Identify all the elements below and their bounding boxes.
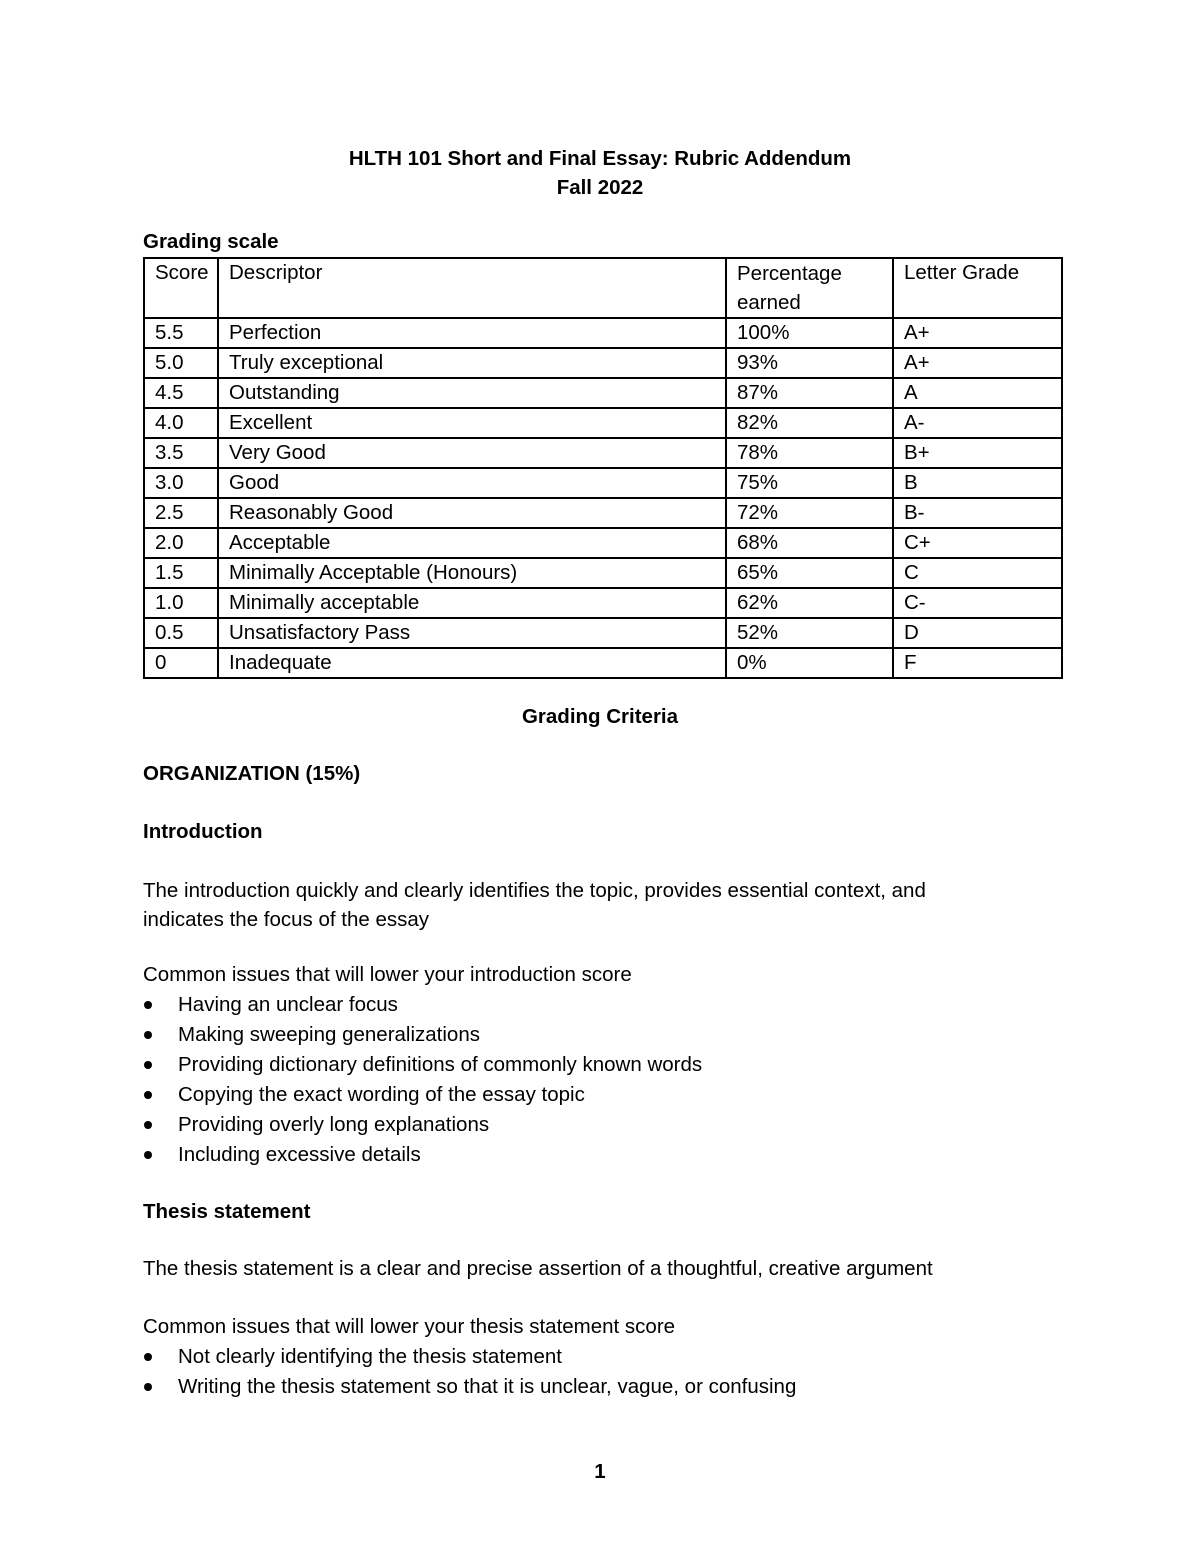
list-item-text: Making sweeping generalizations [178,1023,480,1046]
score-cell: 1.0 [144,588,218,618]
table-row [144,618,1062,648]
table-row [144,558,1062,588]
letter-grade-cell: B [893,468,1062,498]
letter-grade-cell: B- [893,498,1062,528]
document-header [0,144,1200,202]
page-number: 1 [594,1460,606,1483]
score-cell: 5.0 [144,348,218,378]
list-item-text: Including excessive details [178,1143,421,1166]
percentage-cell: 87% [726,378,893,408]
column-header-letter-grade: Letter Grade [893,258,1062,318]
column-header-descriptor: Descriptor [218,258,726,318]
thesis-issues-list [143,1342,796,1402]
score-cell: 4.5 [144,378,218,408]
percentage-cell: 100% [726,318,893,348]
percentage-cell: 78% [726,438,893,468]
column-header-percentage [726,258,893,318]
list-item-text: Providing overly long explanations [178,1113,490,1136]
letter-grade-cell: A- [893,408,1062,438]
letter-grade-cell: D [893,618,1062,648]
descriptor-cell: Perfection [218,318,726,348]
descriptor-cell: Acceptable [218,528,726,558]
descriptor-cell: Truly exceptional [218,348,726,378]
list-item-text: Writing the thesis statement so that it is unclear, vague, or confusing [178,1375,797,1398]
thesis-issues-heading: Common issues that will lower your thesis statement score [143,1315,676,1338]
letter-grade-cell: A+ [893,348,1062,378]
letter-grade-cell: C [893,558,1062,588]
thesis-description: The thesis statement is a clear and precise assertion of a thoughtful, creative argument [143,1257,933,1280]
organization-section-heading: ORGANIZATION (15%) [143,762,361,785]
bullet-icon [144,1061,152,1069]
list-item-text: Copying the exact wording of the essay topic [178,1083,585,1106]
bullet-icon [144,1091,152,1099]
descriptor-cell: Inadequate [218,648,726,678]
descriptor-cell: Minimally Acceptable (Honours) [218,558,726,588]
list-item [143,1140,702,1170]
column-header-percentage-text: Percentage earned [737,262,842,314]
percentage-cell: 0% [726,648,893,678]
percentage-cell: 82% [726,408,893,438]
score-cell: 4.0 [144,408,218,438]
list-item [143,1110,702,1140]
descriptor-cell: Outstanding [218,378,726,408]
list-item [143,1080,702,1110]
score-cell: 2.5 [144,498,218,528]
grading-scale-heading: Grading scale [143,230,279,253]
table-row [144,648,1062,678]
table-row [144,318,1062,348]
introduction-description-line: indicates the focus of the essay [143,908,430,931]
table-row [144,498,1062,528]
descriptor-cell: Excellent [218,408,726,438]
score-cell: 3.5 [144,438,218,468]
bullet-icon [144,1121,152,1129]
list-item-text: Not clearly identifying the thesis statement [178,1345,562,1368]
descriptor-cell: Reasonably Good [218,498,726,528]
letter-grade-cell: A [893,378,1062,408]
table-header-row [144,258,1062,318]
list-item-text: Providing dictionary definitions of commonly known words [178,1053,703,1076]
thesis-heading: Thesis statement [143,1200,311,1223]
score-cell: 5.5 [144,318,218,348]
introduction-description [143,876,926,934]
score-cell: 0 [144,648,218,678]
letter-grade-cell: C- [893,588,1062,618]
percentage-cell: 68% [726,528,893,558]
score-cell: 1.5 [144,558,218,588]
percentage-cell: 75% [726,468,893,498]
column-header-score: Score [144,258,218,318]
grading-criteria-heading: Grading Criteria [521,705,679,728]
descriptor-cell: Very Good [218,438,726,468]
bullet-icon [144,1383,152,1391]
document-title: HLTH 101 Short and Final Essay: Rubric Addendum [348,147,852,170]
table-row [144,588,1062,618]
letter-grade-cell: A+ [893,318,1062,348]
list-item [143,1050,702,1080]
table-row [144,438,1062,468]
table-row [144,468,1062,498]
table-row [144,408,1062,438]
bullet-icon [144,1001,152,1009]
score-cell: 2.0 [144,528,218,558]
grading-scale-table [143,257,1063,679]
percentage-cell: 65% [726,558,893,588]
score-cell: 3.0 [144,468,218,498]
descriptor-cell: Good [218,468,726,498]
score-cell: 0.5 [144,618,218,648]
introduction-heading: Introduction [143,820,263,843]
percentage-cell: 93% [726,348,893,378]
percentage-cell: 52% [726,618,893,648]
list-item [143,990,702,1020]
bullet-icon [144,1353,152,1361]
percentage-cell: 62% [726,588,893,618]
introduction-issues-list [143,990,702,1170]
table-row [144,348,1062,378]
list-item [143,1020,702,1050]
descriptor-cell: Minimally acceptable [218,588,726,618]
bullet-icon [144,1031,152,1039]
percentage-cell: 72% [726,498,893,528]
table-row [144,378,1062,408]
document-term: Fall 2022 [556,176,644,199]
list-item-text: Having an unclear focus [178,993,398,1016]
descriptor-cell: Unsatisfactory Pass [218,618,726,648]
letter-grade-cell: F [893,648,1062,678]
table-row [144,528,1062,558]
list-item [143,1342,796,1372]
letter-grade-cell: C+ [893,528,1062,558]
list-item [143,1372,796,1402]
bullet-icon [144,1151,152,1159]
introduction-issues-heading: Common issues that will lower your introduction score [143,963,632,986]
introduction-description-line: The introduction quickly and clearly identifies the topic, provides essential context, and [143,879,926,902]
letter-grade-cell: B+ [893,438,1062,468]
